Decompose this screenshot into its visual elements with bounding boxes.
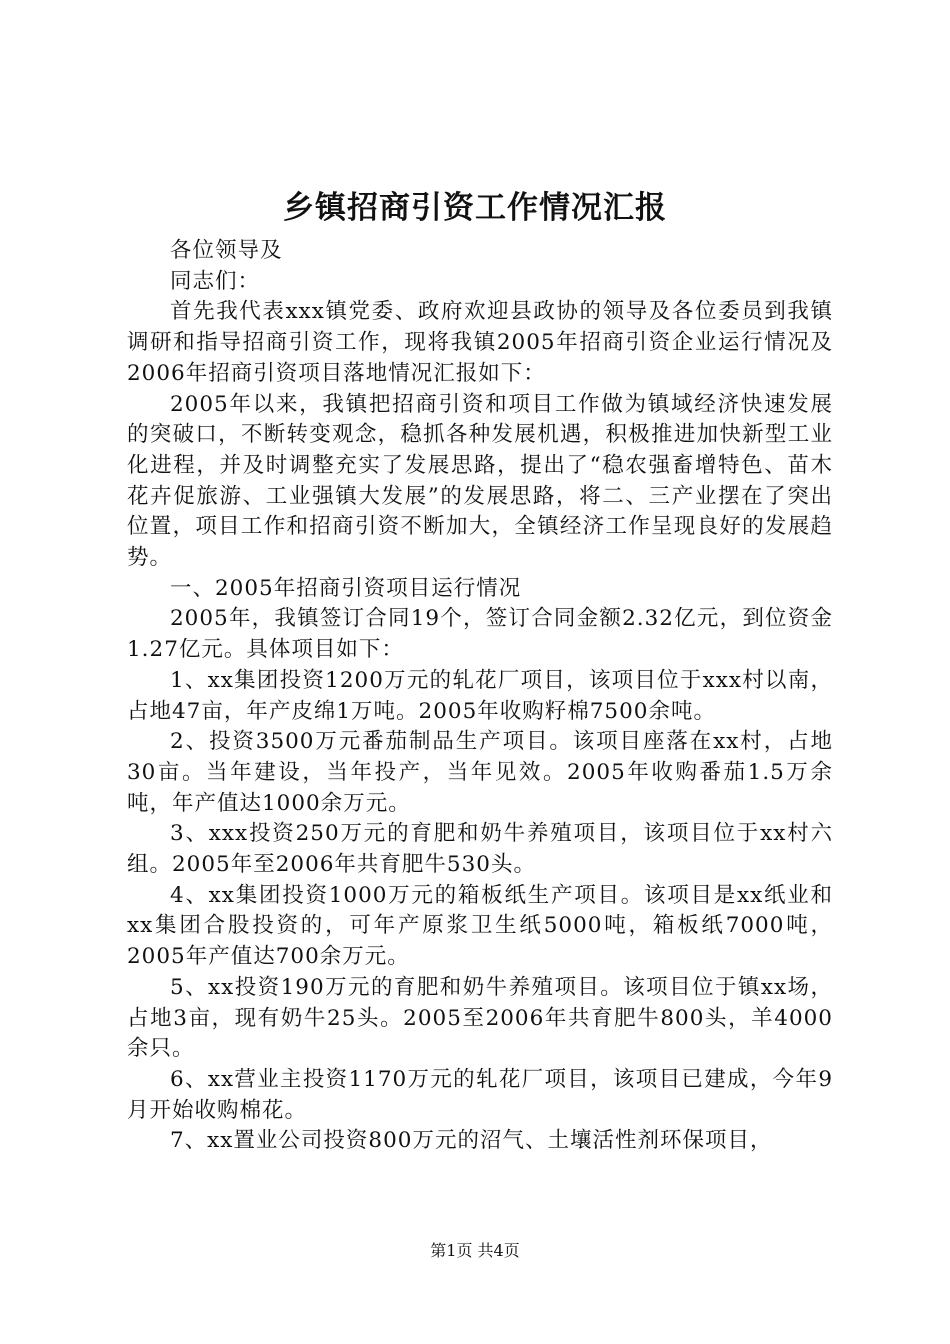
summary-paragraph: 2005年，我镇签订合同19个，签订合同金额2.32亿元，到位资金1.27亿元。具体项目如下： [127, 606, 833, 663]
page-footer: 第1页 共4页 [430, 1241, 520, 1260]
project-item-2: 2、投资3500万元番茄制品生产项目。该项目座落在xx村，占地30亩。当年建设，当年投产，当年见效。2005年收购番茄1.5万余吨，年产值达1000余万元。 [127, 729, 833, 816]
section-heading-1: 一、2005年招商引资项目运行情况 [170, 575, 522, 601]
project-item-3: 3、xxx投资250万元的育肥和奶牛养殖项目，该项目位于xx村六组。2005年至2006年共育肥牛530头。 [127, 821, 833, 878]
intro-paragraph: 首先我代表xxx镇党委、政府欢迎县政协的领导及各位委员到我镇调研和指导招商引资工作，现将我镇2005年招商引资企业运行情况及2006年招商引资项目落地情况汇报如下： [127, 299, 833, 386]
project-item-4: 4、xx集团投资1000万元的箱板纸生产项目。该项目是xx纸业和xx集团合股投资的，可年产原浆卫生纸5000吨，箱板纸7000吨，2005年产值达700余万元。 [127, 882, 833, 970]
salutation-line-1: 各位领导及 [170, 238, 283, 263]
project-item-1: 1、xx集团投资1200万元的轧花厂项目，该项目位于xxx村以南，占地47亩，年产皮绵1万吨。2005年收购籽棉7500余吨。 [127, 667, 833, 724]
project-item-6: 6、xx营业主投资1170万元的轧花厂项目，该项目已建成，今年9月开始收购棉花。 [127, 1066, 833, 1123]
salutation-line-2: 同志们： [170, 268, 261, 294]
overview-paragraph: 2005年以来，我镇把招商引资和项目工作做为镇域经济快速发展的突破口，不断转变观念，稳抓各种发展机遇，积极推进加快新型工业化进程，并及时调整充实了发展思路，提出了“稳农强畜增特色、苗木花卉促旅游、工业强镇大发展”的发展思路，将二、三产业摆在了突出位置，项目工作和招商引资不断加大，全镇经济工作呈现良好的发展趋势。 [127, 391, 833, 571]
document-body [127, 236, 833, 1157]
project-item-7: 7、xx置业公司投资800万元的沼气、土壤活性剂环保项目， [170, 1128, 773, 1154]
project-item-5: 5、xx投资190万元的育肥和奶牛养殖项目。该项目位于镇xx场，占地3亩，现有奶牛25头。2005至2006年共育肥牛800头，羊4000余只。 [127, 974, 833, 1062]
document-title: 乡镇招商引资工作情况汇报 [283, 190, 667, 226]
